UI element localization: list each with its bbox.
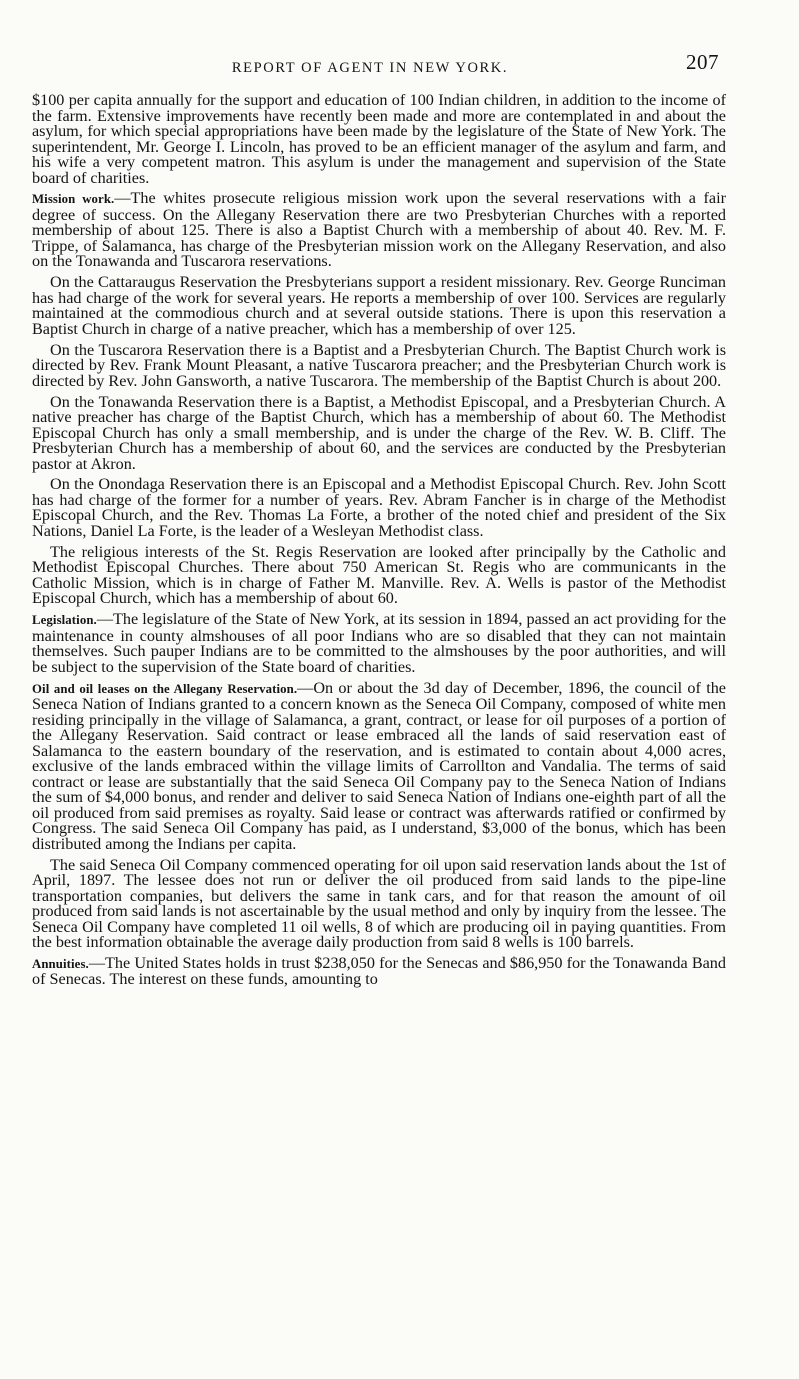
paragraph-text: $100 per capita annually for the support and education of 100 Indian children, in addition to the income of the farm. Extensive improvements have recently been made and more are contemplated in and about the asylum, for which special appropriations have been made by the legislature of the State of New York. The superintendent, Mr. George I. Lincoln, has proved to be an efficient manager of the asylum and farm, and his wife a very competent matron. This asylum is under the management and supervision of the State board of charities. bbox=[32, 91, 726, 187]
paragraph-oil-leases bbox=[32, 678, 726, 853]
paragraph-cattaraugus bbox=[32, 275, 726, 337]
paragraph-tonawanda bbox=[32, 392, 726, 473]
running-title: REPORT OF AGENT IN NEW YORK. bbox=[231, 60, 509, 76]
section-heading-annuities: Annuities. bbox=[32, 956, 89, 971]
paragraph-asylum bbox=[32, 93, 726, 186]
section-heading-legislation: Legislation. bbox=[32, 613, 97, 628]
section-heading-oil-leases: Oil and oil leases on the Allegany Reservation. bbox=[32, 681, 298, 696]
paragraph-oil-operations bbox=[32, 855, 726, 952]
paragraph-text: The religious interests of the St. Regis Reservation are looked after principally by the Catholic and Methodist Episcopal Churches. There about 750 American St. Regis who are communicants in the Catholic Mission, which is in charge of Father M. Manville. Rev. A. Wells is pastor of the Methodist Episcopal Church, which has a membership of about 60. bbox=[32, 542, 726, 608]
paragraph-text: —The United States holds in trust $238,050 for the Senecas and $86,950 for the Tonawanda Band of Senecas. The interest on these funds, amounting to bbox=[32, 953, 726, 989]
paragraph-st-regis bbox=[32, 542, 726, 608]
paragraph-text: —The legislature of the State of New York, at its session in 1894, passed an act providing for the maintenance in county almshouses of all poor Indians who are so disabled that they can not maintain themselves. Such pauper Indians are to be committed to the almshouses by the poor authorities, and will be subject to the supervision of the State board of charities. bbox=[32, 610, 726, 676]
body-text bbox=[32, 93, 726, 993]
running-header bbox=[0, 50, 799, 84]
paragraph-tuscarora bbox=[32, 340, 726, 390]
paragraph-text: On the Tonawanda Reservation there is a Baptist, a Methodist Episcopal, and a Presbyterian Church. A native preacher has charge of the Baptist Church, which has a membership of about 60. The Methodist Episcopal Church has only a small membership, and is under the charge of the Rev. W. B. Cliff. The Presbyterian Church has a membership of about 60, and the services are conducted by the Presbyterian pastor at Akron. bbox=[32, 392, 726, 473]
paragraph-annuities bbox=[32, 953, 726, 989]
paragraph-legislation bbox=[32, 612, 726, 675]
paragraph-text: On the Cattaraugus Reservation the Presbyterians support a resident missionary. Rev. George Runciman has had charge of the work for several years. He reports a membership of over 100. Services are regularly maintained at the commodious church and at several outside stations. There is upon this reservation a Baptist Church in charge of a native preacher, which has a membership of over 125. bbox=[32, 273, 726, 338]
paragraph-onondaga bbox=[32, 477, 726, 539]
paragraph-text: The said Seneca Oil Company commenced operating for oil upon said reservation lands about the 1st of April, 1897. The lessee does not run or deliver the oil produced from said lands to the pipe-line transportation companies, but delivers the same in tank cars, and for that reason the amount of oil produced from said lands is not ascertainable by the usual method and only by inquiry from the lessee. The Seneca Oil Company have completed 11 oil wells, 8 of which are producing oil in paying quantities. From the best information obtainable the average daily production from said 8 wells is 100 barrels. bbox=[32, 855, 726, 952]
paragraph-text: —The whites prosecute religious mission work upon the several reservations with a fair degree of success. On the Allegany Reservation there are two Presbyterian Churches with a reported membership of about 125. There is also a Baptist Church with a membership of about 40. Rev. M. F. Trippe, of Salamanca, has charge of the Presbyterian mission work on the Allegany Reservation, and also on the Tonawanda and Tuscarora reservations. bbox=[32, 189, 726, 271]
section-heading-mission-work: Mission work. bbox=[32, 192, 115, 207]
paragraph-text: —On or about the 3d day of December, 1896, the council of the Seneca Nation of Indians granted to a concern known as the Seneca Oil Company, composed of white men residing principally in the village of Salamanca, a grant, contract, or lease for oil purposes of a portion of the Allegany Reservation. Said contract or lease embraced all the lands of said reservation east of Salamanca to the eastern boundary of the reservation, and is estimated to contain about 4,000 acres, exclusive of the lands embraced within the village limits of Carrollton and Vandalia. The terms of said contract or lease are substantially that the said Seneca Oil Company pay to the Seneca Nation of Indians the sum of $4,000 bonus, and render and deliver to said Seneca Nation of Indians one-eighth part of all the oil produced from said premises as royalty. Said lease or contract was afterwards ratified or confirmed by Congress. The said Seneca Oil Company has paid, as I understand, $3,000 of the bonus, which has been distributed among the Indians per capita. bbox=[32, 678, 726, 853]
page-number: 207 bbox=[686, 50, 719, 74]
paragraph-text: On the Onondaga Reservation there is an Episcopal and a Methodist Episcopal Church. Rev. John Scott has had charge of the former for a number of years. Rev. Abram Fancher is in charge of the Methodist Episcopal Church, and the Rev. Thomas La Forte, a brother of the noted chief and president of the Six Nations, Daniel La Forte, is the leader of a Wesleyan Methodist class. bbox=[32, 475, 726, 540]
paragraph-mission-work bbox=[32, 191, 726, 270]
paragraph-text: On the Tuscarora Reservation there is a Baptist and a Presbyterian Church. The Baptist Church work is directed by Rev. Frank Mount Pleasant, a native Tuscarora preacher; and the Presbyterian Church work is directed by Rev. John Gansworth, a native Tuscarora. The membership of the Baptist Church is about 200. bbox=[32, 340, 726, 390]
